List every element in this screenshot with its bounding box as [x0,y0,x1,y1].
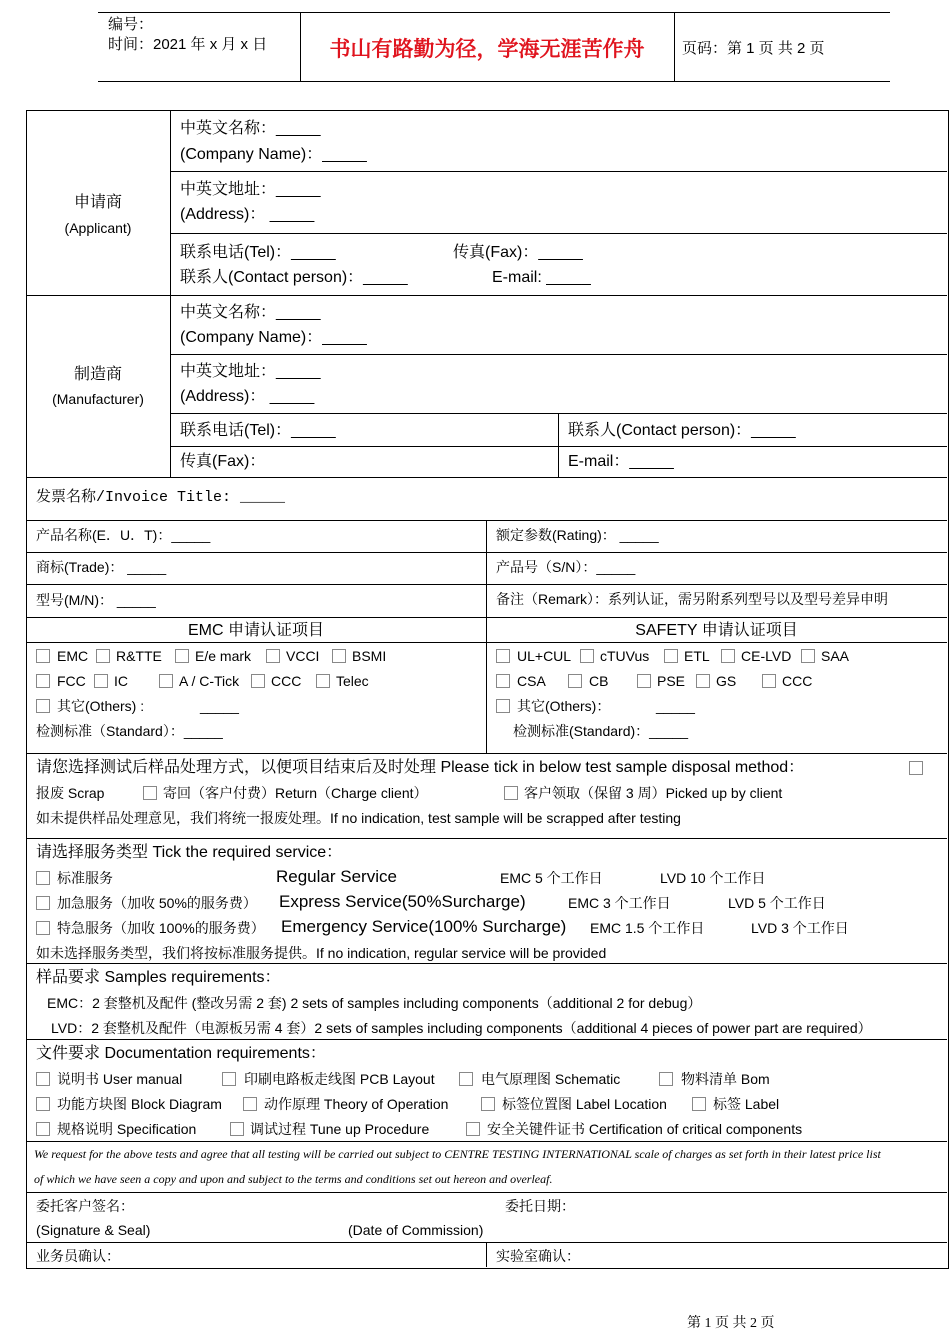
samples-lvd: LVD：2 套整机及配件（电源板另需 4 套）2 sets of samples including components（additional 4 pieces of power part are required） [51,1020,872,1036]
grid-line [170,354,947,355]
option-label: CSA [517,673,546,689]
checkbox-rtte[interactable] [96,649,110,663]
checkbox-specification[interactable] [36,1122,50,1136]
time-label: 时间：2021 年 x 月 x 日 [108,36,268,53]
grid-line [170,171,947,172]
checkbox-ce-lvd[interactable] [721,649,735,663]
safety-others-field[interactable]: _____ [656,698,695,714]
header-page-label: 页码：第 1 页 共 2 页 [682,40,825,57]
manufacturer-title: 制造商 [73,366,122,383]
grid-line [26,295,947,296]
checkbox-critical-components[interactable] [466,1122,480,1136]
disposal-note: 如未提供样品处理意见，我们将统一报废处理。If no indication, test sample will be scrapped after testing [36,810,681,826]
checkbox-ctuvus[interactable] [580,649,594,663]
checkbox-emc[interactable] [36,649,50,663]
applicant-name-cn[interactable]: 中英文名称：_____ [180,120,321,137]
safety-others-label: 其它(Others)： [517,698,611,714]
safety-title: SAFETY 申请认证项目 [635,622,798,639]
checkbox-e-mark[interactable] [175,649,189,663]
emc-others-label: 其它(Others) : [57,698,145,714]
checkbox-label-location[interactable] [481,1097,495,1111]
applicant-email[interactable]: E-mail: _____ [492,269,591,286]
checkbox-emc-others[interactable] [36,699,50,713]
checkbox-safety-others[interactable] [496,699,510,713]
option-label: BSMI [352,648,387,664]
option-label: FCC [57,673,86,689]
option-label: CE-LVD [741,648,792,664]
page-footer: 第 1 页 共 2 页 [687,1316,775,1331]
grid-line [26,552,947,553]
manufacturer-address-cn[interactable]: 中英文地址：_____ [180,363,321,380]
checkbox-csa[interactable] [496,674,510,688]
service-note: 如未选择服务类型，我们将按标准服务提供。If no indication, regular service will be provided [36,945,607,961]
doc-label: 电气原理图 Schematic [481,1071,621,1087]
manufacturer-name-en[interactable]: (Company Name)：_____ [180,329,367,346]
checkbox-vcci[interactable] [266,649,280,663]
checkbox-pcb-layout[interactable] [222,1072,236,1086]
doc-label: 标签 Label [713,1096,780,1112]
checkbox-safety-ccc[interactable] [762,674,776,688]
header-motto: 书山有路勤为径，学海无涯苦作舟 [329,38,645,61]
checkbox-user-manual[interactable] [36,1072,50,1086]
product-model[interactable]: 型号(M/N)： _____ [36,592,156,608]
option-label: CCC [782,673,813,689]
checkbox-bom[interactable] [659,1072,673,1086]
checkbox-ccc[interactable] [251,674,265,688]
grid-line [170,233,947,234]
disposal-pickup-label: 客户领取（保留 3 周）Picked up by client [524,785,783,801]
grid-line [26,617,947,618]
emc-title: EMC 申请认证项目 [187,622,324,639]
number-label: 编号： [108,16,154,33]
checkbox-schematic[interactable] [459,1072,473,1086]
disposal-return-label: 寄回（客户付费）Return（Charge client） [163,785,428,801]
checkbox-block-diagram[interactable] [36,1097,50,1111]
option-label: CCC [271,673,302,689]
disposal-scrap-label: 报废 Scrap [36,785,105,801]
grid-line [26,642,947,643]
doc-label: 规格说明 Specification [57,1121,197,1137]
product-sn[interactable]: 产品号（S/N）：_____ [496,559,636,575]
applicant-address-cn[interactable]: 中英文地址：_____ [180,181,321,198]
checkbox-telec[interactable] [316,674,330,688]
express-service-lvd: LVD 5 个工作日 [728,895,826,911]
checkbox-express-service[interactable] [36,896,50,910]
checkbox-pse[interactable] [637,674,651,688]
grid-line [26,1141,947,1142]
emc-standard[interactable]: 检测标准（Standard）：_____ [36,723,223,739]
option-label: PSE [657,673,686,689]
client-signature-label[interactable]: 委托客户签名： [36,1198,134,1214]
grid-line [26,1039,947,1040]
doc-label: 印刷电路板走线图 PCB Layout [244,1071,435,1087]
terms-line-2: of which we have seen a copy and upon and subject to the terms and conditions set out hereon and overleaf. [34,1172,553,1186]
checkbox-return[interactable] [143,786,157,800]
checkbox-c-tick[interactable] [159,674,173,688]
doc-label: 说明书 User manual [57,1071,183,1087]
manufacturer-title-en: (Manufacturer) [52,391,144,407]
doc-label: 调试过程 Tune up Procedure [250,1121,430,1137]
checkbox-cb[interactable] [568,674,582,688]
emergency-service-lvd: LVD 3 个工作日 [751,920,849,936]
regular-service-lvd: LVD 10 个工作日 [660,870,766,886]
option-label: IC [114,673,128,689]
grid-line [26,1192,947,1193]
express-service-emc: EMC 3 个工作日 [568,895,671,911]
applicant-fax[interactable]: 传真(Fax)：_____ [453,244,583,261]
header-divider [674,13,675,81]
manufacturer-name-cn[interactable]: 中英文名称：_____ [180,304,321,321]
emergency-service-en: Emergency Service(100% Surcharge) [281,917,567,936]
checkbox-etl[interactable] [664,649,678,663]
option-label: GS [716,673,737,689]
grid-line [26,477,947,478]
checkbox-pickup[interactable] [504,786,518,800]
option-label: ETL [684,648,710,664]
doc-label: 安全关键件证书 Certification of critical components [487,1121,803,1137]
regular-service-emc: EMC 5 个工作日 [500,870,603,886]
checkbox-bsmi[interactable] [332,649,346,663]
option-label: VCCI [286,648,320,664]
doc-label: 物料清单 Bom [681,1071,770,1087]
header-meta [108,15,267,55]
invoice-title[interactable]: 发票名称/Invoice Title: _____ [36,489,286,506]
option-label: UL+CUL [517,648,572,664]
docs-title: 文件要求 Documentation requirements： [36,1045,326,1062]
terms-line-1: We request for the above tests and agree that all testing will be carried out subject to CENTRE TESTING INTERNATIONAL scale of charges as set forth in their latest price list [34,1147,881,1161]
product-remark: 备注（Remark）：系列认证，需另附系列型号以及型号差异申明 [496,591,889,607]
manufacturer-fax[interactable]: 传真(Fax)： [180,453,266,470]
checkbox-saa[interactable] [801,649,815,663]
applicant-address-en[interactable]: (Address)： _____ [180,206,315,223]
regular-service-en: Regular Service [276,867,397,886]
staff-confirm-label[interactable]: 业务员确认： [36,1248,120,1264]
grid-line [170,110,171,477]
applicant-title: 申请商 [73,194,122,211]
grid-line [26,838,947,839]
emergency-service-cn: 特急服务（加收 100%的服务费） [57,920,265,936]
doc-label: 动作原理 Theory of Operation [264,1096,449,1112]
product-rating[interactable]: 额定参数(Rating)： _____ [496,527,659,543]
grid-line [558,413,559,477]
checkbox-label[interactable] [692,1097,706,1111]
product-trade[interactable]: 商标(Trade)： _____ [36,559,167,575]
doc-label: 标签位置图 Label Location [502,1096,667,1112]
option-label: CB [589,673,609,689]
checkbox-emergency-service[interactable] [36,921,50,935]
signature-seal-label: (Signature & Seal) [36,1222,151,1238]
checkbox-ul-cul[interactable] [496,649,510,663]
applicant-tel[interactable]: 联系电话(Tel)：_____ [180,244,336,261]
grid-line [26,753,947,754]
option-label: E/e mark [195,648,252,664]
checkbox-fcc[interactable] [36,674,50,688]
option-label: cTUVus [600,648,650,664]
checkbox-gs[interactable] [696,674,710,688]
checkbox-theory-of-operation[interactable] [243,1097,257,1111]
emergency-service-emc: EMC 1.5 个工作日 [590,920,705,936]
product-name[interactable]: 产品名称(E．U．T)：_____ [36,527,211,543]
commission-date-en-label: (Date of Commission) [348,1222,484,1238]
checkbox-regular-service[interactable] [36,871,50,885]
applicant-name-en[interactable]: (Company Name)：_____ [180,146,367,163]
checkbox-ic[interactable] [94,674,108,688]
manufacturer-address-en[interactable]: (Address)： _____ [180,388,315,405]
option-label: SAA [821,648,850,664]
lab-confirm-label[interactable]: 实验室确认： [496,1248,580,1264]
commission-date-label[interactable]: 委托日期： [505,1198,575,1214]
manufacturer-email[interactable]: E-mail：_____ [568,453,674,470]
samples-title: 样品要求 Samples requirements： [36,969,281,986]
safety-standard[interactable]: 检测标准(Standard)：_____ [513,723,689,739]
checkbox-scrap[interactable] [909,761,923,775]
manufacturer-contact[interactable]: 联系人(Contact person)：_____ [568,422,796,439]
grid-line [26,584,947,585]
manufacturer-tel[interactable]: 联系电话(Tel)：_____ [180,422,336,439]
checkbox-tune-up-procedure[interactable] [230,1122,244,1136]
grid-line [486,1242,487,1267]
regular-service-cn: 标准服务 [57,870,113,886]
option-label: A / C-Tick [179,673,240,689]
disposal-title: 请您选择测试后样品处理方式，以便项目结束后及时处理 Please tick in below test sample disposal method： [36,759,805,776]
grid-line [26,963,947,964]
express-service-en: Express Service(50%Surcharge) [279,892,526,911]
emc-others-field[interactable]: _____ [200,698,239,714]
doc-label: 功能方块图 Block Diagram [57,1096,222,1112]
samples-emc: EMC：2 套整机及配件 (整改另需 2 套) 2 sets of samples including components（additional 2 for debug） [47,995,702,1011]
applicant-contact[interactable]: 联系人(Contact person)：_____ [180,269,408,286]
document-header [98,12,890,82]
express-service-cn: 加急服务（加收 50%的服务费） [57,895,257,911]
applicant-title-en: (Applicant) [64,220,132,236]
option-label: Telec [336,673,369,689]
option-label: R&TTE [116,648,162,664]
option-label: EMC [57,648,89,664]
service-title: 请选择服务类型 Tick the required service： [36,844,343,861]
